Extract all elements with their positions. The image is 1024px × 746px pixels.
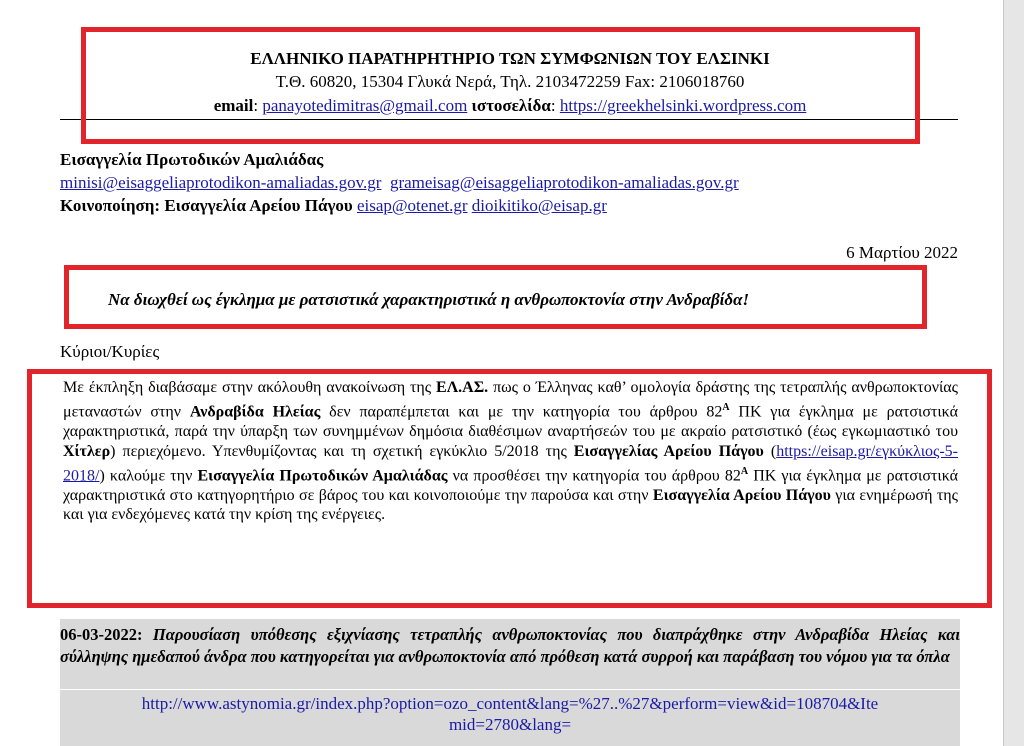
website-label: ιστοσελίδα xyxy=(471,96,551,115)
news-url-line-2[interactable]: mid=2780&lang= xyxy=(448,715,572,734)
news-title: 06-03-2022: Παρουσίαση υπόθεσης εξιχνίασης τετραπλής ανθρωποκτονίας που διαπράχθηκε στην Ανδραβίδα Ηλείας και σύλληψης ημεδαπού άνδρα που κατηγορείται για ανθρωποκτονία από πρόθεση κατά συρροή και παράβαση του νόμου για τα όπλα xyxy=(60,625,960,666)
org-contact: email: panayotedimitras@gmail.com ιστοσελίδα: https://greekhelsinki.wordpress.com xyxy=(213,96,807,115)
body-paragraph: Με έκπληξη διαβάσαμε στην ακόλουθη ανακοίνωση της ΕΛ.ΑΣ. πως ο Έλληνας καθ’ ομολογία δράστης της τετραπλής ανθρωποκτονίας μεταναστών στην Ανδραβίδα Ηλείας δεν παραπέμπεται και με την κατηγορία του άρθρου $82^A$ ΠΚ για έγκλημα με ρατσιστικά χαρακτηριστικά, παρά την ύπαρξη των συνημμένων δημόσια διαθέσιμων αναρτήσεών του με ακραίο ρατσιστικό (έως εγκωμιαστικό του Χίτλερ) περιεχόμενο. Υπενθυμίζοντας και τη σχετική εγκύκλιο 5/2018 της Εισαγγελίας Αρείου Πάγου (https://eisap.gr/εγκύκλιος-5-2018/) καλούμε την Εισαγγελία Πρωτοδικών Αμαλιάδας να προσθέσει την κατηγορία του άρθρου $82^A$ ΠΚ για έγκλημα με ρατσιστικά χαρακτηριστικά στο κατηγορητήριο σε βάρος του και κοινοποιούμε την παρούσα και στην Εισαγγελία Αρείου Πάγου για ενημέρωσή της και για ενδεχόμενες κατά την κρίση της ενέργειες. xyxy=(63,379,959,524)
email-link[interactable]: panayotedimitras@gmail.com xyxy=(262,96,468,115)
recipient-cc xyxy=(60,195,607,216)
org-address: Τ.Θ. 60820, 15304 Γλυκά Νερά, Τηλ. 2103472259 Fax: 2106018760 xyxy=(275,72,745,91)
cc-email-2[interactable]: dioikitiko@eisap.gr xyxy=(471,196,607,215)
body-highlight-box xyxy=(27,369,992,608)
header-highlight-box xyxy=(81,27,920,144)
headline-highlight-box xyxy=(64,265,927,329)
org-name: ΕΛΛΗΝΙΚΟ ΠΑΡΑΤΗΡΗΤΗΡΙΟ ΤΩΝ ΣΥΜΦΩΝΙΩΝ ΤΟΥ ΕΛΣΙΝΚΙ xyxy=(250,49,770,68)
email-label: email xyxy=(213,96,254,115)
website-link[interactable]: https://greekhelsinki.wordpress.com xyxy=(559,96,807,115)
cc-label: Κοινοποίηση: Εισαγγελία Αρείου Πάγου xyxy=(60,196,353,215)
cc-email-1[interactable]: eisap@otenet.gr xyxy=(356,196,468,215)
salutation: Κύριοι/Κυρίες xyxy=(60,342,160,361)
headline: Να διωχθεί ως έγκλημα με ρατσιστικά χαρακτηριστικά η ανθρωποκτονία στην Ανδραβίδα! xyxy=(108,290,750,309)
recipient-to: Εισαγγελία Πρωτοδικών Αμαλιάδας xyxy=(60,150,324,169)
news-url-line-1[interactable]: http://www.astynomia.gr/index.php?option=ozo_content&lang=%27..%27&perform=view&id=108704&Ite xyxy=(141,694,879,713)
letter-date: 6 Μαρτίου 2022 xyxy=(846,243,958,262)
page-gutter xyxy=(1004,0,1024,746)
recipient-email-1[interactable]: minisi@eisaggeliaprotodikon-amaliadas.gov.gr xyxy=(60,173,382,192)
circular-link[interactable]: https://eisap.gr/εγκύκλιος-5-2018/ xyxy=(63,442,958,484)
recipient-emails xyxy=(60,172,739,193)
recipient-email-2[interactable]: grameisag@eisaggeliaprotodikon-amaliadas.gov.gr xyxy=(389,173,739,192)
